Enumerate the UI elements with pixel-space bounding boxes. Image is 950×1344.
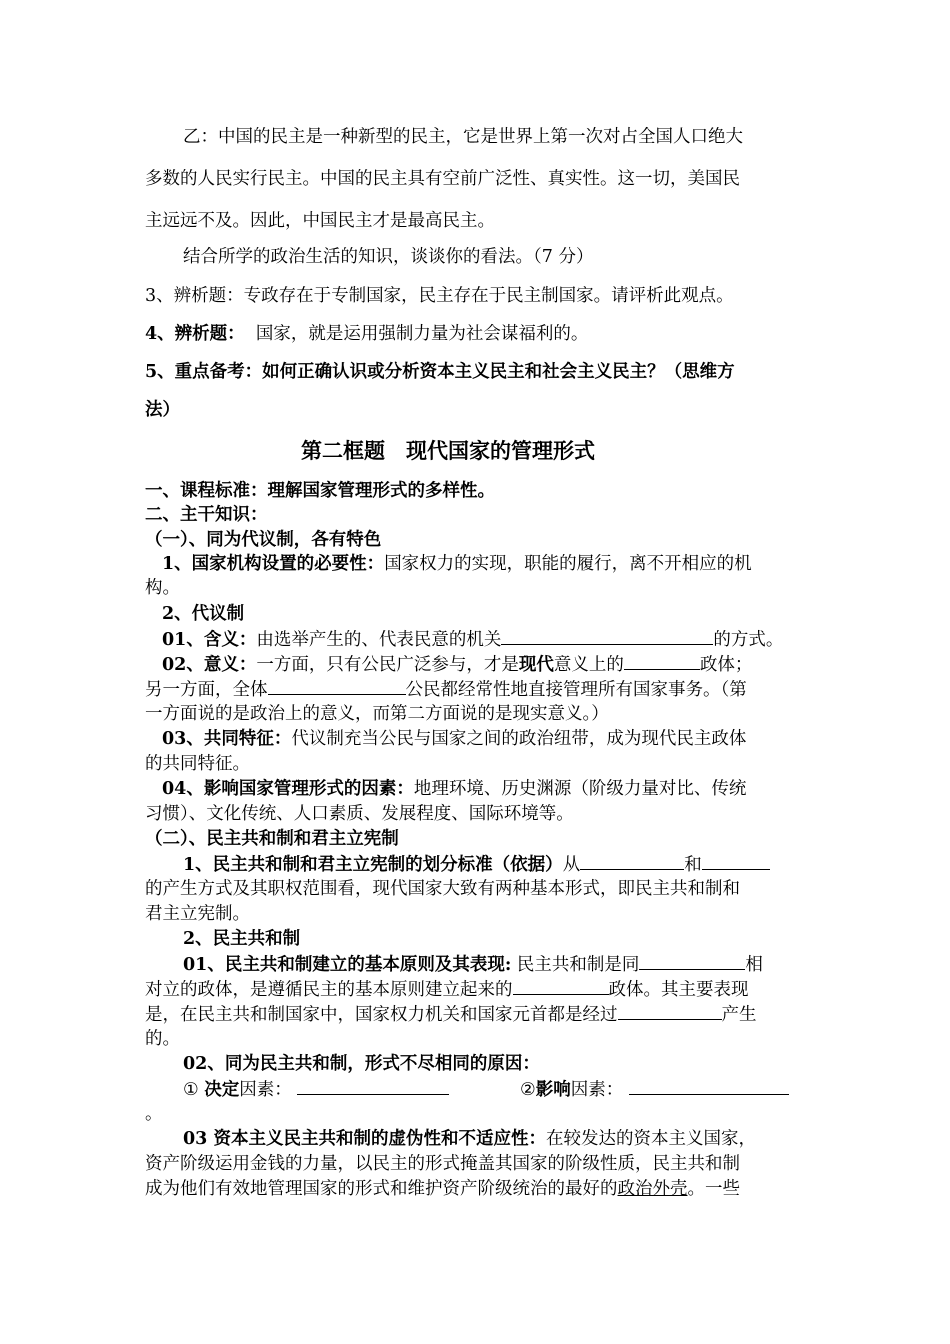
paragraph-yi-line1: 乙：中国的民主是一种新型的民主，它是世界上第一次对占全国人口绝大 <box>183 127 743 147</box>
item-04 <box>162 778 746 800</box>
item-j02-c1: ① <box>183 1080 199 1100</box>
item-02-c: 政体； <box>699 655 753 675</box>
item-j01-text: 民主共和制是同 <box>516 955 640 975</box>
course-standard: 一、课程标准：理解国家管理形式的多样性。 <box>145 481 495 501</box>
item-1 <box>162 553 752 575</box>
question-4-label: 4、辨析题： <box>145 324 245 344</box>
item-01-end: 的方式。 <box>713 630 784 650</box>
item-j02-period: 。 <box>145 1104 163 1124</box>
item-01-text: 由选举产生的、代表民意的机关 <box>256 630 502 650</box>
item-j03-d: 。一些 <box>687 1179 740 1199</box>
item-1-cont: 构。 <box>145 578 180 598</box>
item-j1-and: 和 <box>684 855 702 875</box>
item-j01 <box>183 953 763 976</box>
item-02-bold: 现代 <box>518 655 554 675</box>
item-j1 <box>183 853 770 876</box>
answer-blank[interactable] <box>618 1003 722 1020</box>
answer-blank[interactable] <box>268 678 406 695</box>
item-j02-heading: 02、同为民主共和制，形式不尽相同的原因： <box>183 1054 540 1074</box>
item-03 <box>162 728 746 750</box>
item-03-cont: 的共同特征。 <box>145 754 250 774</box>
item-02-e: 公民都经常性地直接管理所有国家事务。（第 <box>405 680 747 700</box>
item-j01-xiang: 相 <box>745 955 763 975</box>
item-01 <box>162 628 783 651</box>
item-j01-line3 <box>145 1003 757 1026</box>
item-j02-factor2-text: 因素： <box>570 1080 624 1100</box>
item-j1-cont1: 的产生方式及其职权范围看，现代国家大致有两种基本形式，即民主共和制和 <box>145 879 740 899</box>
item-j01-e: 产生 <box>721 1005 757 1025</box>
item-02-line2 <box>145 678 747 701</box>
item-j03-c: 成为他们有效地管理国家的形式和维护资产阶级统治的最好的 <box>145 1179 618 1199</box>
item-j1-cont2: 君主立宪制。 <box>145 904 250 924</box>
item-02-label: 02、意义： <box>162 655 257 675</box>
item-j02-decide: 决定 <box>204 1080 240 1100</box>
item-j03-label: 03 资本主义民主共和制的虚伪性和不适应性： <box>183 1129 546 1149</box>
item-j02-factor2 <box>520 1078 789 1101</box>
item-02-a: 一方面，只有公民广泛参与，才是 <box>256 655 519 675</box>
item-02 <box>162 653 752 676</box>
item-1-label: 1、国家机构设置的必要性： <box>162 554 385 574</box>
paragraph-yi-line2: 多数的人民实行民主。中国的民主具有空前广泛性、真实性。这一切，美国民 <box>145 169 740 189</box>
answer-blank[interactable] <box>702 853 770 870</box>
item-j02-factor1-text: 因素： <box>239 1080 292 1100</box>
item-j02-factor1 <box>183 1078 449 1101</box>
lesson-title: 第二框题 现代国家的管理形式 <box>301 438 595 463</box>
main-knowledge-heading: 二、主干知识： <box>145 505 268 525</box>
item-j03-line3 <box>145 1178 740 1200</box>
answer-blank[interactable] <box>580 853 684 870</box>
item-02-b: 意义上的 <box>553 655 624 675</box>
question-5-line1: 5、重点备考：如何正确认识或分析资本主义民主和社会主义民主？（思维方 <box>145 362 735 382</box>
item-j2-heading: 2、民主共和制 <box>183 929 301 949</box>
answer-blank[interactable] <box>297 1078 449 1095</box>
question-prompt: 结合所学的政治生活的知识，谈谈你的看法。（7 分） <box>183 247 594 267</box>
item-02-line3: 一方面说的是政治上的意义，而第二方面说的是现实意义。） <box>145 704 609 724</box>
item-j03-line2: 资产阶级运用金钱的力量，以民主的形式掩盖其国家的阶级性质，民主共和制 <box>145 1154 740 1174</box>
item-j01-c: 政体。其主要表现 <box>608 980 749 1000</box>
item-j01-line4: 的。 <box>145 1029 180 1049</box>
item-j03 <box>183 1128 756 1150</box>
question-4 <box>145 323 588 345</box>
section-1-heading: （一）、同为代议制，各有特色 <box>145 530 382 550</box>
item-04-text: 地理环境、历史渊源（阶级力量对比、传统 <box>413 779 747 799</box>
item-j01-d: 是，在民主共和制国家中，国家权力机关和国家元首都是经过 <box>145 1005 618 1025</box>
item-j02-c2: ② <box>520 1080 536 1100</box>
item-j1-from: 从 <box>562 855 581 875</box>
item-j01-b: 对立的政体，是遵循民主的基本原则建立起来的 <box>145 980 513 1000</box>
item-02-d: 另一方面，全体 <box>145 680 268 700</box>
item-j03-text: 在较发达的资本主义国家， <box>545 1129 756 1149</box>
item-03-text: 代议制充当公民与国家之间的政治纽带，成为现代民主政体 <box>291 729 747 749</box>
item-04-cont: 习惯）、文化传统、人口素质、发展程度、国际环境等。 <box>145 804 574 824</box>
item-j1-label: 1、民主共和制和君主立宪制的划分标准（依据） <box>183 855 563 875</box>
answer-blank[interactable] <box>513 978 609 995</box>
answer-blank[interactable] <box>501 628 713 645</box>
item-j01-line2 <box>145 978 749 1001</box>
section-2-heading: （二）、民主共和制和君主立宪制 <box>145 829 399 849</box>
item-j02-influence: 影响 <box>535 1080 571 1100</box>
item-04-label: 04、影响国家管理形式的因素： <box>162 779 414 799</box>
paragraph-yi-line3: 主远远不及。因此，中国民主才是最高民主。 <box>145 211 495 231</box>
answer-blank[interactable] <box>639 953 745 970</box>
item-j03-underlined: 政治外壳 <box>617 1179 688 1199</box>
question-4-text: 国家，就是运用强制力量为社会谋福利的。 <box>255 324 589 344</box>
item-j01-label: 01、民主共和制建立的基本原则及其表现: <box>183 955 512 975</box>
item-1-text: 国家权力的实现，职能的履行，离不开相应的机 <box>384 554 752 574</box>
answer-blank[interactable] <box>629 1078 789 1095</box>
question-3: 3、辨析题：专政存在于专制国家，民主存在于民主制国家。请评析此观点。 <box>145 286 734 306</box>
item-01-label: 01、含义： <box>162 630 257 650</box>
item-03-label: 03、共同特征： <box>162 729 292 749</box>
item-2-heading: 2、代议制 <box>162 604 245 624</box>
question-5-line2: 法） <box>145 400 180 420</box>
answer-blank[interactable] <box>624 653 700 670</box>
